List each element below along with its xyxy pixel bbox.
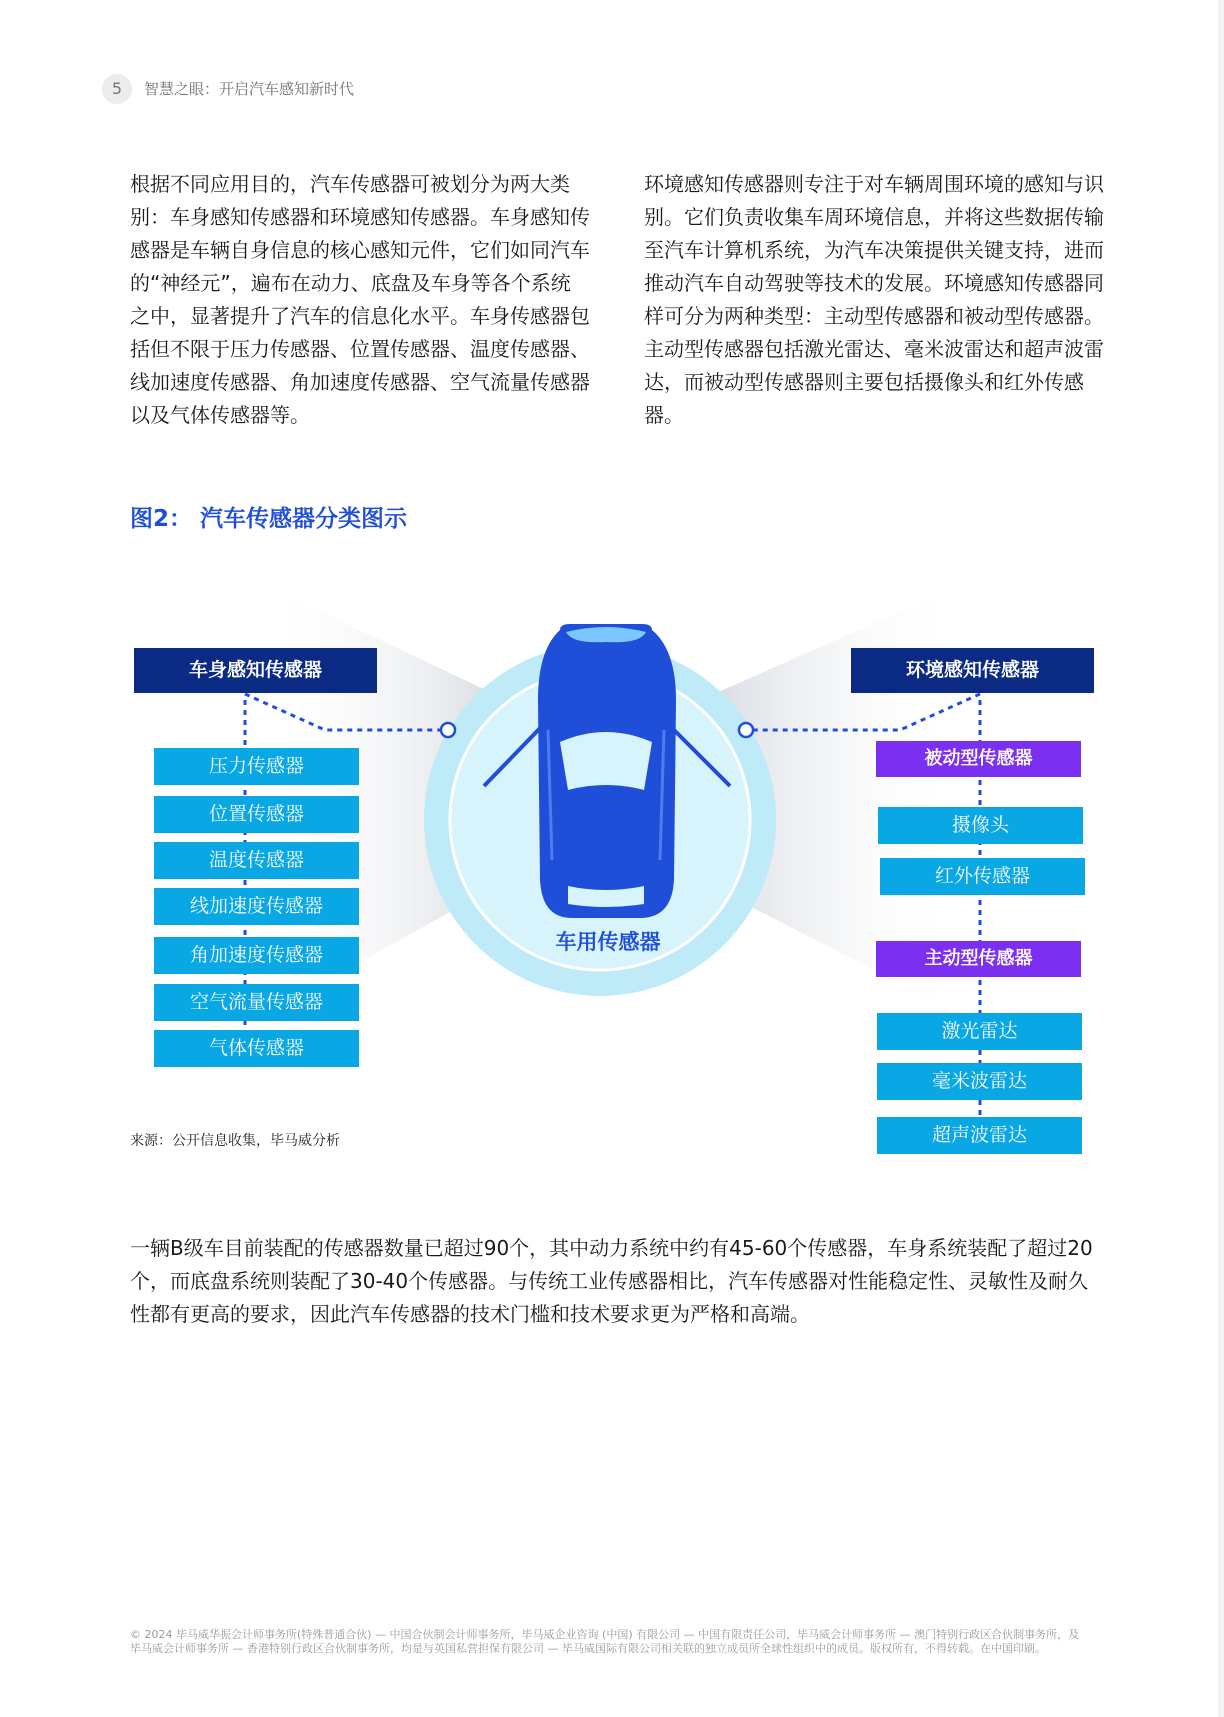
- left-item-box: 温度传感器: [154, 842, 359, 879]
- left-item-box: 气体传感器: [154, 1030, 359, 1067]
- right-item-box: 毫米波雷达: [877, 1063, 1082, 1100]
- left-item-box: 位置传感器: [154, 796, 359, 833]
- sensor-classification-diagram: [0, 560, 1224, 1180]
- passive-sensor-label: 被动型传感器: [876, 741, 1081, 777]
- left-item-box: 压力传感器: [154, 748, 359, 785]
- left-item-box: 空气流量传感器: [154, 984, 359, 1021]
- active-sensor-label: 主动型传感器: [876, 941, 1081, 977]
- right-connector-node: [739, 723, 753, 737]
- right-item-box: 红外传感器: [880, 858, 1085, 895]
- right-item-box: 超声波雷达: [877, 1117, 1082, 1154]
- intro-left-paragraph: 根据不同应用目的，汽车传感器可被划分为两大类别：车身感知传感器和环境感知传感器。车身感知传感器是车辆自身信息的核心感知元件，它们如同汽车的“神经元”，遍布在动力、底盘及车身等各个系统之中，显著提升了汽车的信息化水平。车身传感器包括但不限于压力传感器、位置传感器、温度传感器、线加速度传感器、角加速度传感器、空气流量传感器以及气体传感器等。: [130, 172, 590, 427]
- right-item-box: 激光雷达: [877, 1013, 1082, 1050]
- running-title: 智慧之眼：开启汽车感知新时代: [144, 80, 355, 98]
- left-item-box: 线加速度传感器: [154, 888, 359, 925]
- right-item-box: 摄像头: [878, 807, 1083, 844]
- intro-right-paragraph: 环境感知传感器则专注于对车辆周围环境的感知与识别。它们负责收集车周环境信息，并将这些数据传输至汽车计算机系统，为汽车决策提供关键支持，进而推动汽车自动驾驶等技术的发展。环境感知传感器同样可分为两种类型：主动型传感器和被动型传感器。主动型传感器包括激光雷达、毫米波雷达和超声波雷达，而被动型传感器则主要包括摄像头和红外传感器。: [644, 172, 1104, 427]
- body-paragraph: 一辆B级车目前装配的传感器数量已超过90个，其中动力系统中约有45-60个传感器，车身系统装配了超过20个，而底盘系统则装配了30-40个传感器。与传统工业传感器相比，汽车传感器对性能稳定性、灵敏性及耐久性都有更高的要求，因此汽车传感器的技术门槛和技术要求更为严格和高端。: [130, 1236, 1093, 1326]
- right-header-box: 环境感知传感器: [851, 648, 1094, 693]
- figure-title: 图2： 汽车传感器分类图示: [130, 506, 408, 532]
- footer-copyright: © 2024 毕马威华振会计师事务所(特殊普通合伙) — 中国合伙制会计师事务所，毕马威企业咨询 (中国) 有限公司 — 中国有限责任公司，毕马威会计师事务所 — 澳门特别行政区合伙制事务所，及毕马威会计师事务所 — 香港特别行政区合伙制事务所，均是与英国私营担保有限公司 — 毕马威国际有限公司相关联的独立成员所全球性组织中的成员。版权所有，不得转载。在中国印刷。: [130, 1628, 1080, 1655]
- figure-source: 来源：公开信息收集，毕马威分析: [130, 1133, 340, 1149]
- left-header-box: 车身感知传感器: [134, 648, 377, 693]
- page-number: 5: [102, 74, 132, 104]
- center-label: 车用传感器: [555, 930, 661, 954]
- left-connector-node: [441, 723, 455, 737]
- left-item-box: 角加速度传感器: [154, 937, 359, 974]
